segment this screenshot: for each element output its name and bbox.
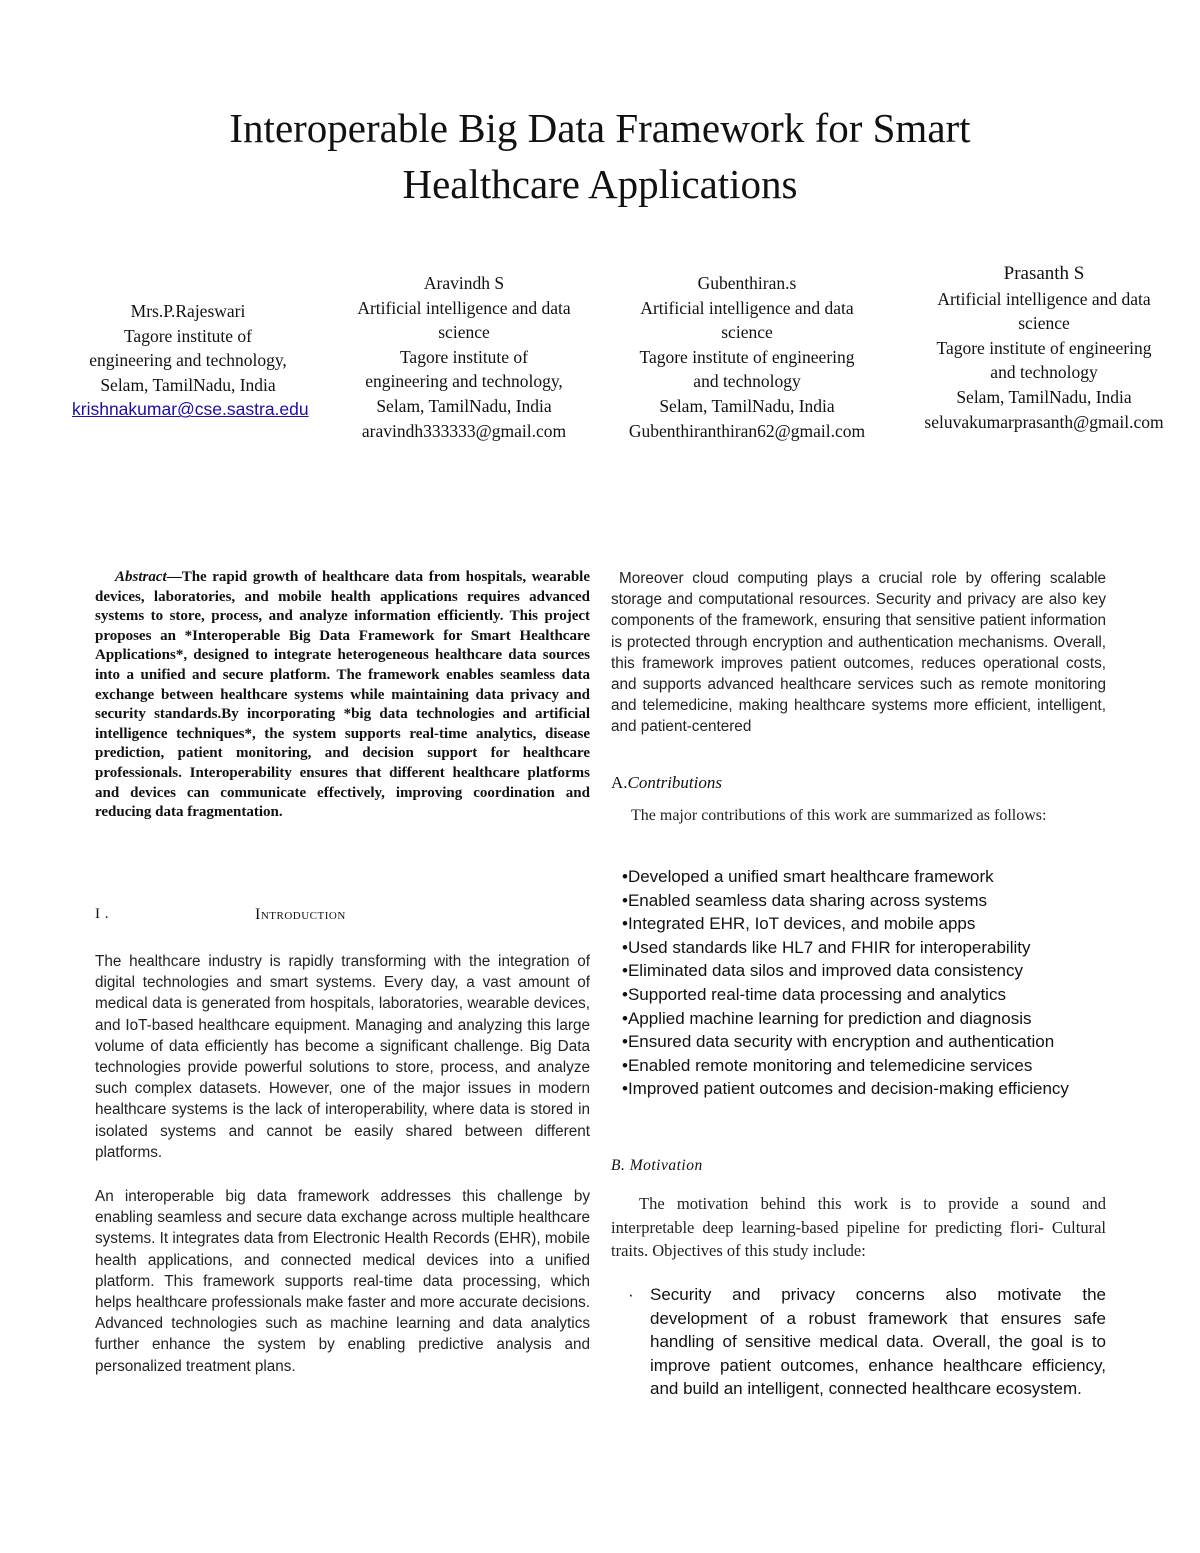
author-affiliation: engineering and technology, (89, 350, 287, 371)
author-location: Selam, TamilNadu, India (100, 374, 276, 395)
subsection-label: A. (611, 773, 628, 792)
section-title: Introduction (255, 906, 346, 923)
author-email-link[interactable]: krishnakumar@cse.sastra.edu (72, 399, 309, 420)
author-email: Gubenthiranthiran62@gmail.com (628, 420, 866, 441)
author-name: Gubenthiran.s (697, 273, 797, 293)
list-item: •Enabled seamless data sharing across systems (622, 890, 988, 910)
list-item: •Applied machine learning for prediction and diagnosis (622, 1008, 1032, 1028)
author-block-4 (904, 262, 1184, 434)
list-item: •Ensured data security with encryption and authentication (622, 1032, 1055, 1052)
motivation-bullet (628, 1283, 1106, 1401)
author-department: science (721, 322, 773, 343)
abstract-dash: — (166, 569, 182, 585)
title-line-2: Healthcare Applications (402, 161, 798, 207)
subsection-title: Contributions (627, 773, 722, 792)
author-block-1 (72, 299, 309, 422)
author-name: Mrs.P.Rajeswari (130, 301, 246, 321)
author-department: Artificial intelligence and data (640, 297, 854, 318)
right-column-paragraph: Moreover cloud computing plays a crucial role by offering scalable storage and computational resources. Security and privacy are also key components of the framework, ensuring that sensitive patient information is protected through encryption and authentication mechanisms. Overall, this framework improves patient outcomes, reduces operational costs, and supports advanced healthcare services such as remote monitoring and telemedicine, making healthcare systems more efficient, intelligent, and patient-centered (611, 570, 1106, 736)
author-affiliation: and technology (693, 371, 801, 392)
contributions-list (622, 865, 1162, 1101)
author-name: Prasanth S (1003, 263, 1085, 284)
author-department: Artificial intelligence and data (937, 288, 1151, 309)
bullet-text: Security and privacy concerns also motivate the development of a robust framework that ensures safe handling of sensitive medical data. Overall, the goal is to improve patient outcomes, enhance healthcare efficiency, and build an intelligent, connected healthcare ecosystem. (650, 1285, 1106, 1399)
abstract (95, 568, 590, 823)
author-name: Aravindh S (423, 273, 505, 293)
author-block-2 (333, 271, 595, 443)
author-affiliation: Tagore institute of engineering (639, 346, 855, 367)
author-affiliation: engineering and technology, (365, 371, 563, 392)
title-line-1: Interoperable Big Data Framework for Smart (229, 105, 971, 151)
author-affiliation: Tagore institute of (399, 346, 529, 367)
author-email: aravindh333333@gmail.com (361, 420, 567, 441)
author-department: science (1018, 313, 1070, 334)
motivation-paragraph: The motivation behind this work is to provide a sound and interpretable deep learning-based pipeline for predicting flori- Cultural traits. Objectives of this study include: (611, 1194, 1106, 1260)
author-location: Selam, TamilNadu, India (376, 395, 552, 416)
bullet-marker: · (628, 1285, 634, 1304)
paper-title (100, 100, 1100, 212)
author-affiliation: and technology (990, 362, 1098, 383)
subsection-heading-motivation: B. Motivation (611, 1157, 703, 1174)
author-department: science (438, 322, 490, 343)
intro-paragraph-1: The healthcare industry is rapidly transforming with the integration of digital technologies and smart systems. Every day, a vast amount of medical data is generated from hospitals, laboratories, wearable devices, and IoT-based healthcare equipment. Managing and analyzing this large volume of data efficiently has become a significant challenge. Big Data technologies provide powerful solutions to store, process, and analyze such complex datasets. However, one of the major issues in modern healthcare systems is the lack of interoperability, where data is stored in isolated systems and cannot be easily shared between different platforms. (95, 953, 590, 1161)
list-item: •Integrated EHR, IoT devices, and mobile apps (622, 914, 976, 934)
contributions-intro: The major contributions of this work are summarized as follows: (631, 807, 1047, 824)
intro-paragraph-2: An interoperable big data framework addresses this challenge by enabling seamless and secure data exchange across multiple healthcare systems. It integrates data from Electronic Health Records (EHR), mobile health applications, and connected medical devices into a unified platform. This framework supports real-time data processing, which helps healthcare professionals make faster and more accurate decisions. Advanced technologies such as machine learning and data analytics further enhance the system by enabling predictive analysis and personalized treatment plans. (95, 1188, 590, 1375)
author-affiliation: Tagore institute of (123, 325, 253, 346)
author-department: Artificial intelligence and data (357, 297, 571, 318)
abstract-label: Abstract (115, 569, 167, 585)
list-item: •Developed a unified smart healthcare framework (622, 867, 994, 886)
list-item: •Enabled remote monitoring and telemedicine services (622, 1055, 1033, 1075)
author-location: Selam, TamilNadu, India (659, 395, 835, 416)
list-item: •Used standards like HL7 and FHIR for interoperability (622, 937, 1031, 957)
author-location: Selam, TamilNadu, India (956, 386, 1132, 407)
author-block-3 (606, 271, 888, 443)
list-item: •Supported real-time data processing and analytics (622, 984, 1006, 1004)
author-email: seluvakumarprasanth@gmail.com (924, 411, 1164, 432)
abstract-text: The rapid growth of healthcare data from hospitals, wearable devices, laboratories, and mobile health applications requires advanced systems to store, process, and analyze information efficiently. This project proposes an *Interoperable Big Data Framework for Smart Healthcare Applications*, designed to integrate heterogeneous healthcare data sources into a unified and secure platform. The framework enables seamless data exchange between healthcare systems while maintaining data privacy and security standards.By incorporating *big data technologies and artificial intelligence techniques*, the system supports real-time analytics, disease prediction, patient monitoring, and decision support for healthcare professionals. Interoperability ensures that different healthcare platforms and devices can communicate effectively, improving coordination and reducing data fragmentation. (95, 569, 590, 821)
section-number: I . (95, 906, 109, 922)
subsection-heading-contributions (611, 773, 722, 793)
list-item: •Improved patient outcomes and decision-making efficiency (622, 1079, 1069, 1099)
list-item: •Eliminated data silos and improved data consistency (622, 961, 1023, 981)
author-affiliation: Tagore institute of engineering (936, 337, 1152, 358)
